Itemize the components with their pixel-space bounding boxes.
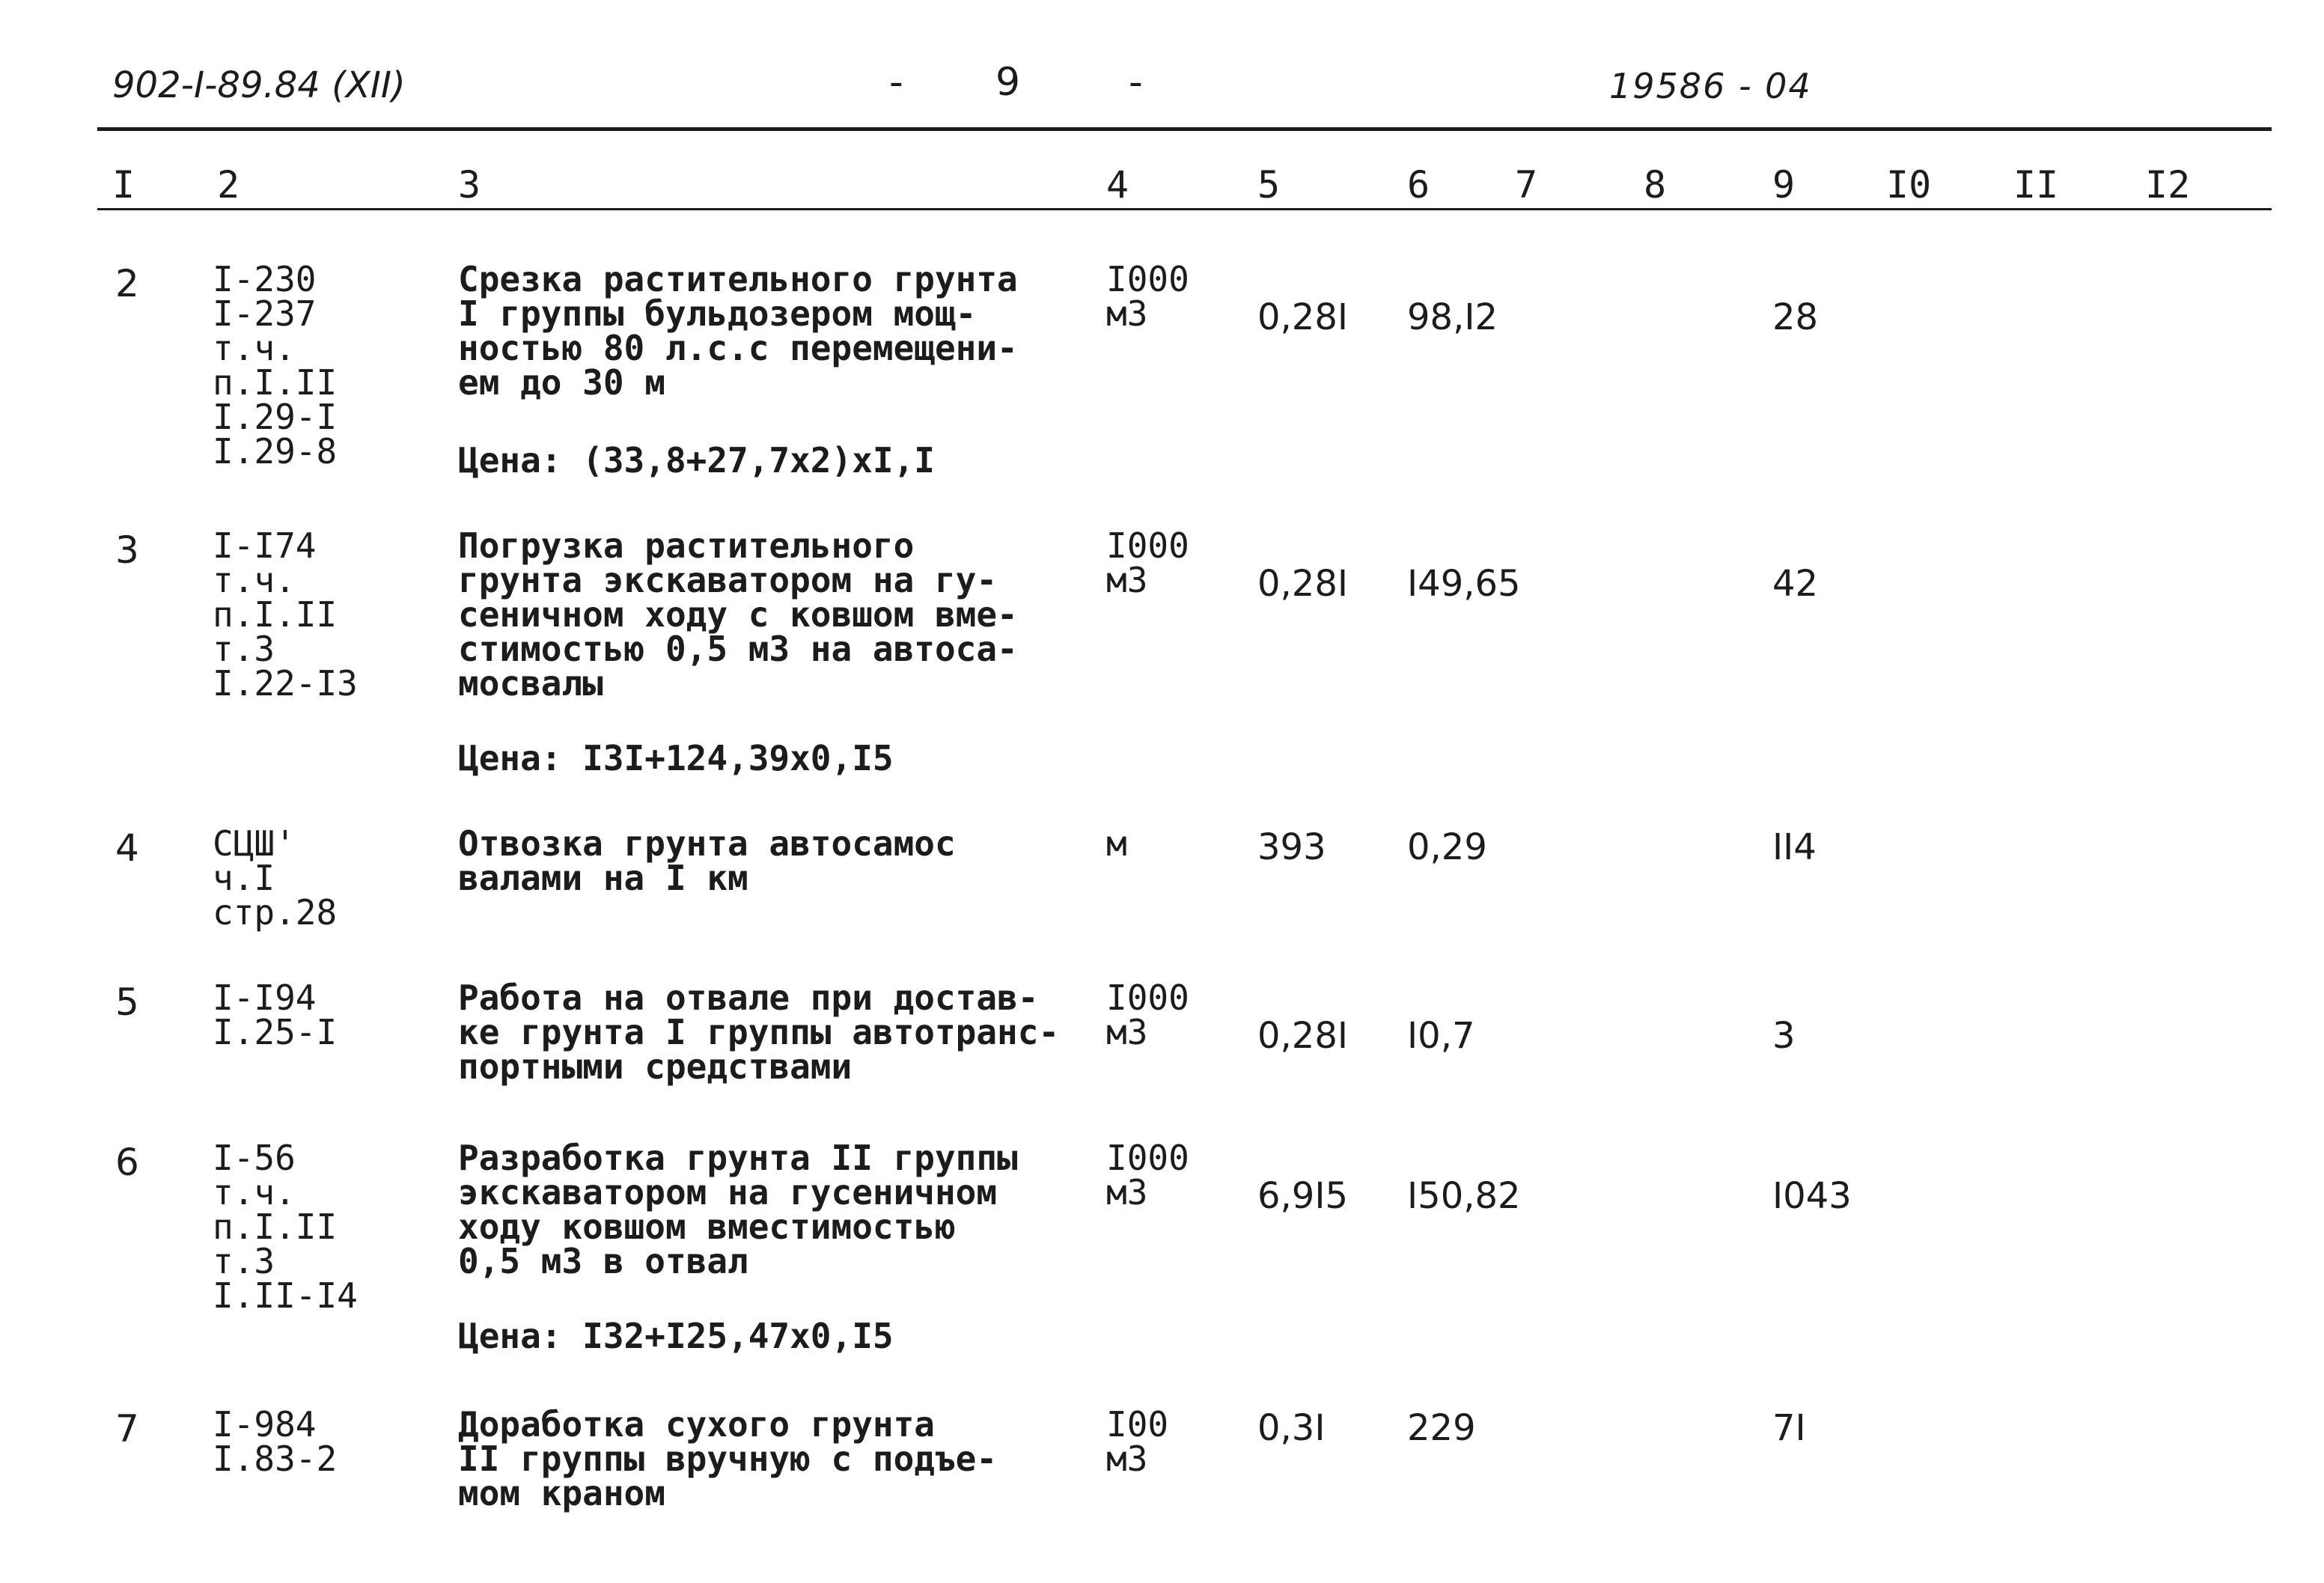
row-number: 5 [115,980,139,1024]
work-description: Отвозка грунта автосамос валами на I км [458,823,956,898]
column-number: 3 [458,163,481,207]
total-cost: II4 [1772,826,1817,868]
norm-code: I-984 I.83-2 [213,1404,338,1479]
total-cost: 7I [1772,1407,1806,1449]
unit: I000 м3 [1106,525,1189,600]
unit-rate: 0,29 [1407,826,1487,868]
work-description: Доработка сухого грунта II группы вручную с подъе- мом краном [458,1404,998,1513]
quantity: 6,9I5 [1257,1175,1349,1217]
work-description: Погрузка растительного грунта экскаватором на гу- сеничном ходу с ковшом вме- стимостью 0,5 м3 на автоса- мосвалы [458,525,1018,704]
column-number: 6 [1407,163,1430,207]
quantity: 0,3I [1257,1407,1326,1449]
unit-rate: I0,7 [1407,1015,1475,1057]
unit-rate: I50,82 [1407,1175,1521,1217]
column-number: 8 [1644,163,1667,207]
unit: I00 м3 [1106,1404,1169,1479]
total-cost: 28 [1772,296,1819,338]
row-number: 2 [115,262,139,305]
unit-rate: 98,I2 [1407,296,1498,338]
norm-code: I-230 I-237 т.ч. п.I.II I.29-I I.29-8 [213,259,338,472]
column-number: I0 [1886,163,1932,207]
row-number: 6 [115,1141,139,1184]
norm-code: I-I74 т.ч. п.I.II т.3 I.22-I3 [213,525,358,704]
quantity: 0,28I [1257,1015,1349,1057]
unit: I000 м3 [1106,977,1189,1052]
price-formula: Цена: (33,8+27,7x2)xI,I [458,440,935,481]
column-header-rule [97,208,2272,210]
column-number: 4 [1106,163,1129,207]
column-number: II [2013,163,2059,207]
unit: I000 м3 [1106,259,1189,334]
column-number: 7 [1515,163,1538,207]
sheet-code: 19586 - 04 [1609,66,1812,106]
column-number: I [112,163,135,207]
header-rule [97,127,2272,131]
page-number: 9 [995,60,1021,105]
quantity: 393 [1257,826,1326,868]
work-description: Работа на отвале при достав- ке грунта I группы автотранс- портными средствами [458,977,1060,1087]
work-description: Разработка грунта II группы экскаватором на гусеничном ходу ковшом вместимостью 0,5 м3 в отвал [458,1138,1018,1281]
column-number: 5 [1257,163,1281,207]
norm-code: СЦШ' ч.I стр.28 [213,823,338,933]
column-number: 9 [1772,163,1796,207]
row-number: 3 [115,528,139,572]
price-formula: Цена: I32+I25,47x0,I5 [458,1316,894,1356]
unit: м [1106,823,1127,864]
price-formula: Цена: I3I+124,39x0,I5 [458,738,894,778]
column-number: I2 [2145,163,2191,207]
document-code: 902-I-89.84 (XII) [112,64,406,106]
quantity: 0,28I [1257,563,1349,605]
total-cost: 42 [1772,563,1819,605]
total-cost: I043 [1772,1175,1852,1217]
page-dash-right: - [1129,60,1143,105]
quantity: 0,28I [1257,296,1349,338]
unit-rate: I49,65 [1407,563,1521,605]
total-cost: 3 [1772,1015,1796,1057]
unit-rate: 229 [1407,1407,1476,1449]
work-description: Срезка растительного грунта I группы бульдозером мощ- ностью 80 л.с.с перемещени- ем до 30 м [458,259,1018,403]
row-number: 4 [115,826,139,870]
norm-code: I-56 т.ч. п.I.II т.3 I.II-I4 [213,1138,358,1316]
page-dash-left: - [889,60,903,105]
unit: I000 м3 [1106,1138,1189,1213]
row-number: 7 [115,1407,139,1451]
column-number: 2 [217,163,240,207]
norm-code: I-I94 I.25-I [213,977,338,1052]
